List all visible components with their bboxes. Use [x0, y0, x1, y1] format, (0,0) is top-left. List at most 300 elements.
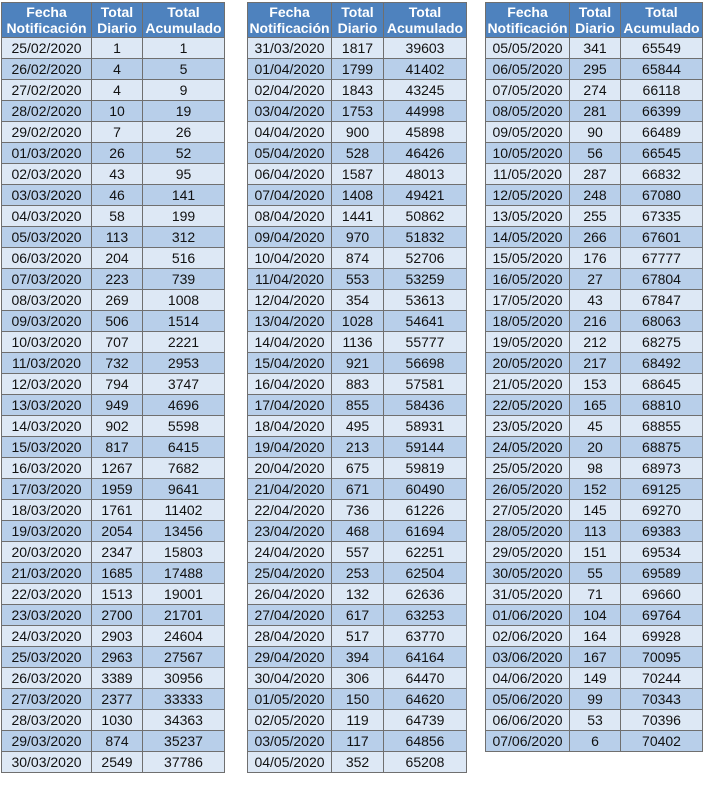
- header-diario: Total Diario: [570, 3, 621, 38]
- cell-fecha: 12/05/2020: [486, 185, 570, 206]
- cell-acumulado: 55777: [384, 332, 467, 353]
- table-row: [2, 584, 225, 605]
- cases-table-2: [247, 2, 467, 773]
- cell-fecha: 28/05/2020: [486, 521, 570, 542]
- cell-acumulado: 65844: [621, 59, 703, 80]
- table-row: [248, 143, 467, 164]
- table-row: [486, 416, 703, 437]
- cell-acumulado: 739: [143, 269, 225, 290]
- table-row: [2, 248, 225, 269]
- cell-acumulado: 58931: [384, 416, 467, 437]
- header-fecha: Fecha Notificación: [487, 4, 568, 36]
- cell-diario: 517: [332, 626, 384, 647]
- table-row: [248, 206, 467, 227]
- table-row: [248, 437, 467, 458]
- cell-acumulado: 66489: [621, 122, 703, 143]
- cell-fecha: 07/05/2020: [486, 80, 570, 101]
- table-row: [2, 752, 225, 773]
- cell-diario: 4: [92, 59, 143, 80]
- cell-fecha: 29/02/2020: [2, 122, 92, 143]
- cell-diario: 55: [570, 563, 621, 584]
- cell-acumulado: 24604: [143, 626, 225, 647]
- table-row: [486, 80, 703, 101]
- cell-diario: 212: [570, 332, 621, 353]
- cell-fecha: 01/06/2020: [486, 605, 570, 626]
- cell-acumulado: 46426: [384, 143, 467, 164]
- cell-diario: 675: [332, 458, 384, 479]
- cell-fecha: 11/05/2020: [486, 164, 570, 185]
- cell-acumulado: 19001: [143, 584, 225, 605]
- cell-diario: 113: [570, 521, 621, 542]
- cell-diario: 2377: [92, 689, 143, 710]
- table-row: [486, 122, 703, 143]
- cell-diario: 10: [92, 101, 143, 122]
- cell-diario: 3389: [92, 668, 143, 689]
- cell-fecha: 25/03/2020: [2, 647, 92, 668]
- cell-acumulado: 68875: [621, 437, 703, 458]
- cell-acumulado: 64739: [384, 710, 467, 731]
- cell-diario: 817: [92, 437, 143, 458]
- cell-acumulado: 66545: [621, 143, 703, 164]
- cell-fecha: 13/03/2020: [2, 395, 92, 416]
- cell-acumulado: 312: [143, 227, 225, 248]
- cell-diario: 151: [570, 542, 621, 563]
- cell-acumulado: 35237: [143, 731, 225, 752]
- cell-acumulado: 1008: [143, 290, 225, 311]
- cell-acumulado: 67335: [621, 206, 703, 227]
- cell-acumulado: 3747: [143, 374, 225, 395]
- cell-fecha: 13/04/2020: [248, 311, 332, 332]
- table-row: [486, 542, 703, 563]
- cell-acumulado: 11402: [143, 500, 225, 521]
- table-row: [486, 38, 703, 59]
- cell-fecha: 25/02/2020: [2, 38, 92, 59]
- cell-diario: 99: [570, 689, 621, 710]
- cell-fecha: 09/03/2020: [2, 311, 92, 332]
- cell-fecha: 24/04/2020: [248, 542, 332, 563]
- cell-acumulado: 70402: [621, 731, 703, 752]
- table-row: [2, 290, 225, 311]
- cell-diario: 56: [570, 143, 621, 164]
- cell-fecha: 16/04/2020: [248, 374, 332, 395]
- cell-diario: 274: [570, 80, 621, 101]
- cell-diario: 874: [332, 248, 384, 269]
- cell-fecha: 19/03/2020: [2, 521, 92, 542]
- cell-diario: 26: [92, 143, 143, 164]
- cell-diario: 1030: [92, 710, 143, 731]
- cell-diario: 2054: [92, 521, 143, 542]
- cell-acumulado: 26: [143, 122, 225, 143]
- cell-fecha: 27/04/2020: [248, 605, 332, 626]
- cell-diario: 1408: [332, 185, 384, 206]
- cell-diario: 90: [570, 122, 621, 143]
- table-row: [486, 143, 703, 164]
- table-row: [486, 437, 703, 458]
- cell-diario: 132: [332, 584, 384, 605]
- table-row: [248, 500, 467, 521]
- cell-fecha: 29/05/2020: [486, 542, 570, 563]
- cell-acumulado: 67777: [621, 248, 703, 269]
- cell-acumulado: 68855: [621, 416, 703, 437]
- table-row: [248, 164, 467, 185]
- cell-fecha: 27/03/2020: [2, 689, 92, 710]
- table-row: [486, 731, 703, 752]
- cell-diario: 253: [332, 563, 384, 584]
- cell-diario: 4: [92, 80, 143, 101]
- cell-diario: 1267: [92, 458, 143, 479]
- cell-diario: 732: [92, 353, 143, 374]
- table-row: [2, 731, 225, 752]
- table-row: [486, 374, 703, 395]
- cell-acumulado: 59819: [384, 458, 467, 479]
- cell-acumulado: 52706: [384, 248, 467, 269]
- cases-table-1: [1, 2, 225, 773]
- cell-acumulado: 60490: [384, 479, 467, 500]
- cell-diario: 1843: [332, 80, 384, 101]
- table-row: [2, 395, 225, 416]
- cell-fecha: 30/03/2020: [2, 752, 92, 773]
- cell-acumulado: 17488: [143, 563, 225, 584]
- cell-acumulado: 64856: [384, 731, 467, 752]
- cell-fecha: 03/03/2020: [2, 185, 92, 206]
- cell-acumulado: 64164: [384, 647, 467, 668]
- cell-diario: 1753: [332, 101, 384, 122]
- cell-fecha: 28/03/2020: [2, 710, 92, 731]
- cell-acumulado: 69764: [621, 605, 703, 626]
- cell-diario: 43: [92, 164, 143, 185]
- table-row: [248, 752, 467, 773]
- cell-diario: 883: [332, 374, 384, 395]
- table-row: [248, 416, 467, 437]
- cell-diario: 553: [332, 269, 384, 290]
- cell-acumulado: 64470: [384, 668, 467, 689]
- cell-acumulado: 62251: [384, 542, 467, 563]
- table-row: [2, 521, 225, 542]
- cell-acumulado: 43245: [384, 80, 467, 101]
- table-row: [2, 122, 225, 143]
- table-row: [248, 731, 467, 752]
- cell-fecha: 06/04/2020: [248, 164, 332, 185]
- cell-diario: 2700: [92, 605, 143, 626]
- cell-diario: 1136: [332, 332, 384, 353]
- cell-fecha: 22/03/2020: [2, 584, 92, 605]
- table-row: [486, 479, 703, 500]
- table-row: [486, 395, 703, 416]
- table-row: [486, 290, 703, 311]
- cell-acumulado: 67080: [621, 185, 703, 206]
- cell-acumulado: 2953: [143, 353, 225, 374]
- cell-diario: 287: [570, 164, 621, 185]
- cell-acumulado: 68275: [621, 332, 703, 353]
- table-row: [248, 38, 467, 59]
- table-row: [486, 458, 703, 479]
- cell-acumulado: 69383: [621, 521, 703, 542]
- cell-diario: 468: [332, 521, 384, 542]
- cell-fecha: 15/04/2020: [248, 353, 332, 374]
- table-row: [486, 311, 703, 332]
- table-row: [486, 164, 703, 185]
- table-body: [2, 38, 225, 773]
- cell-diario: 1: [92, 38, 143, 59]
- cell-fecha: 30/05/2020: [486, 563, 570, 584]
- cell-acumulado: 69660: [621, 584, 703, 605]
- cell-acumulado: 52: [143, 143, 225, 164]
- table-row: [2, 500, 225, 521]
- table-row: [486, 332, 703, 353]
- cell-fecha: 02/06/2020: [486, 626, 570, 647]
- cell-fecha: 28/02/2020: [2, 101, 92, 122]
- cell-acumulado: 69928: [621, 626, 703, 647]
- cell-acumulado: 70095: [621, 647, 703, 668]
- cell-fecha: 03/05/2020: [248, 731, 332, 752]
- cell-acumulado: 9: [143, 80, 225, 101]
- cell-fecha: 04/06/2020: [486, 668, 570, 689]
- table-row: [248, 605, 467, 626]
- table-row: [248, 626, 467, 647]
- cell-diario: 113: [92, 227, 143, 248]
- cell-fecha: 02/05/2020: [248, 710, 332, 731]
- cell-acumulado: 65549: [621, 38, 703, 59]
- cell-acumulado: 49421: [384, 185, 467, 206]
- cell-diario: 874: [92, 731, 143, 752]
- cell-diario: 2963: [92, 647, 143, 668]
- table-row: [248, 59, 467, 80]
- table-row: [486, 101, 703, 122]
- cell-fecha: 08/03/2020: [2, 290, 92, 311]
- table-row: [2, 626, 225, 647]
- table-row: [2, 605, 225, 626]
- cell-fecha: 28/04/2020: [248, 626, 332, 647]
- table-row: [486, 584, 703, 605]
- cell-diario: 394: [332, 647, 384, 668]
- cell-diario: 119: [332, 710, 384, 731]
- cell-diario: 855: [332, 395, 384, 416]
- cell-acumulado: 1514: [143, 311, 225, 332]
- cell-acumulado: 37786: [143, 752, 225, 773]
- cell-acumulado: 62636: [384, 584, 467, 605]
- cell-diario: 1587: [332, 164, 384, 185]
- cell-acumulado: 51832: [384, 227, 467, 248]
- cell-fecha: 06/03/2020: [2, 248, 92, 269]
- table-row: [248, 101, 467, 122]
- cell-diario: 46: [92, 185, 143, 206]
- cell-acumulado: 67804: [621, 269, 703, 290]
- cell-fecha: 18/03/2020: [2, 500, 92, 521]
- table-row: [2, 710, 225, 731]
- table-row: [248, 80, 467, 101]
- table-row: [2, 542, 225, 563]
- cell-fecha: 23/05/2020: [486, 416, 570, 437]
- cell-fecha: 10/05/2020: [486, 143, 570, 164]
- table-row: [248, 647, 467, 668]
- cell-fecha: 11/04/2020: [248, 269, 332, 290]
- table-row: [2, 647, 225, 668]
- cell-acumulado: 516: [143, 248, 225, 269]
- cell-acumulado: 68063: [621, 311, 703, 332]
- cell-fecha: 20/03/2020: [2, 542, 92, 563]
- cell-fecha: 14/05/2020: [486, 227, 570, 248]
- cell-diario: 281: [570, 101, 621, 122]
- cell-fecha: 11/03/2020: [2, 353, 92, 374]
- cell-acumulado: 63770: [384, 626, 467, 647]
- cell-diario: 58: [92, 206, 143, 227]
- table-row: [248, 353, 467, 374]
- cell-acumulado: 69534: [621, 542, 703, 563]
- cell-diario: 53: [570, 710, 621, 731]
- cell-fecha: 22/04/2020: [248, 500, 332, 521]
- cell-diario: 176: [570, 248, 621, 269]
- cell-diario: 341: [570, 38, 621, 59]
- cell-acumulado: 13456: [143, 521, 225, 542]
- cell-diario: 354: [332, 290, 384, 311]
- cell-acumulado: 9641: [143, 479, 225, 500]
- header-acumulado: Total Acumulado: [621, 3, 703, 38]
- cell-acumulado: 68645: [621, 374, 703, 395]
- table-row: [248, 479, 467, 500]
- cell-acumulado: 33333: [143, 689, 225, 710]
- cell-fecha: 15/03/2020: [2, 437, 92, 458]
- cell-diario: 213: [332, 437, 384, 458]
- table-row: [486, 668, 703, 689]
- cell-fecha: 07/03/2020: [2, 269, 92, 290]
- cell-diario: 216: [570, 311, 621, 332]
- cell-fecha: 26/04/2020: [248, 584, 332, 605]
- cell-acumulado: 58436: [384, 395, 467, 416]
- cell-acumulado: 61226: [384, 500, 467, 521]
- table-row: [2, 164, 225, 185]
- cell-acumulado: 61694: [384, 521, 467, 542]
- cell-acumulado: 15803: [143, 542, 225, 563]
- cell-fecha: 30/04/2020: [248, 668, 332, 689]
- cell-acumulado: 45898: [384, 122, 467, 143]
- table-row: [2, 185, 225, 206]
- cell-diario: 255: [570, 206, 621, 227]
- cell-diario: 152: [570, 479, 621, 500]
- cell-acumulado: 70244: [621, 668, 703, 689]
- cell-fecha: 02/04/2020: [248, 80, 332, 101]
- cell-fecha: 23/04/2020: [248, 521, 332, 542]
- table-row: [248, 668, 467, 689]
- table-row: [486, 521, 703, 542]
- header-acumulado: Total Acumulado: [384, 3, 467, 38]
- table-row: [486, 647, 703, 668]
- cell-acumulado: 66832: [621, 164, 703, 185]
- cell-acumulado: 5: [143, 59, 225, 80]
- cell-diario: 2903: [92, 626, 143, 647]
- cell-fecha: 24/05/2020: [486, 437, 570, 458]
- cell-acumulado: 67601: [621, 227, 703, 248]
- table-row: [248, 458, 467, 479]
- cell-fecha: 17/04/2020: [248, 395, 332, 416]
- cell-diario: 902: [92, 416, 143, 437]
- table-row: [248, 395, 467, 416]
- table-row: [248, 689, 467, 710]
- cell-fecha: 06/05/2020: [486, 59, 570, 80]
- cell-diario: 1799: [332, 59, 384, 80]
- cell-acumulado: 66399: [621, 101, 703, 122]
- cell-diario: 1685: [92, 563, 143, 584]
- cell-fecha: 25/04/2020: [248, 563, 332, 584]
- cell-fecha: 17/05/2020: [486, 290, 570, 311]
- table-row: [2, 59, 225, 80]
- table-row: [486, 269, 703, 290]
- cell-diario: 671: [332, 479, 384, 500]
- table-row: [486, 353, 703, 374]
- cell-diario: 7: [92, 122, 143, 143]
- cell-acumulado: 59144: [384, 437, 467, 458]
- cell-diario: 2347: [92, 542, 143, 563]
- cell-acumulado: 6415: [143, 437, 225, 458]
- table-row: [486, 626, 703, 647]
- table-row: [248, 521, 467, 542]
- cell-fecha: 14/03/2020: [2, 416, 92, 437]
- table-row: [2, 143, 225, 164]
- cell-diario: 71: [570, 584, 621, 605]
- table-row: [2, 332, 225, 353]
- table-row: [2, 206, 225, 227]
- cell-diario: 27: [570, 269, 621, 290]
- cell-fecha: 26/05/2020: [486, 479, 570, 500]
- table-row: [486, 500, 703, 521]
- cell-acumulado: 62504: [384, 563, 467, 584]
- cell-fecha: 14/04/2020: [248, 332, 332, 353]
- cell-diario: 223: [92, 269, 143, 290]
- cell-fecha: 26/02/2020: [2, 59, 92, 80]
- cell-fecha: 24/03/2020: [2, 626, 92, 647]
- table-row: [2, 353, 225, 374]
- cell-diario: 495: [332, 416, 384, 437]
- cell-fecha: 16/05/2020: [486, 269, 570, 290]
- table-row: [248, 332, 467, 353]
- cell-acumulado: 4696: [143, 395, 225, 416]
- cell-acumulado: 68810: [621, 395, 703, 416]
- cell-diario: 900: [332, 122, 384, 143]
- table-row: [2, 227, 225, 248]
- cell-fecha: 15/05/2020: [486, 248, 570, 269]
- cell-diario: 2549: [92, 752, 143, 773]
- table-row: [2, 689, 225, 710]
- table-row: [486, 185, 703, 206]
- cell-acumulado: 30956: [143, 668, 225, 689]
- table-row: [2, 101, 225, 122]
- cell-acumulado: 39603: [384, 38, 467, 59]
- table-row: [248, 710, 467, 731]
- cell-diario: 295: [570, 59, 621, 80]
- cell-diario: 248: [570, 185, 621, 206]
- cell-fecha: 05/06/2020: [486, 689, 570, 710]
- cell-diario: 20: [570, 437, 621, 458]
- cell-fecha: 27/02/2020: [2, 80, 92, 101]
- table-row: [248, 563, 467, 584]
- cell-acumulado: 63253: [384, 605, 467, 626]
- cell-acumulado: 53259: [384, 269, 467, 290]
- cell-fecha: 29/04/2020: [248, 647, 332, 668]
- table-row: [2, 416, 225, 437]
- table-body: [486, 38, 703, 752]
- cell-diario: 117: [332, 731, 384, 752]
- cell-acumulado: 50862: [384, 206, 467, 227]
- cell-diario: 104: [570, 605, 621, 626]
- cell-acumulado: 68973: [621, 458, 703, 479]
- cell-diario: 1761: [92, 500, 143, 521]
- cell-fecha: 20/05/2020: [486, 353, 570, 374]
- table-row: [248, 269, 467, 290]
- header-fecha: Fecha Notificación: [2, 3, 92, 38]
- cell-fecha: 16/03/2020: [2, 458, 92, 479]
- cell-fecha: 10/04/2020: [248, 248, 332, 269]
- cell-fecha: 29/03/2020: [2, 731, 92, 752]
- cell-diario: 1817: [332, 38, 384, 59]
